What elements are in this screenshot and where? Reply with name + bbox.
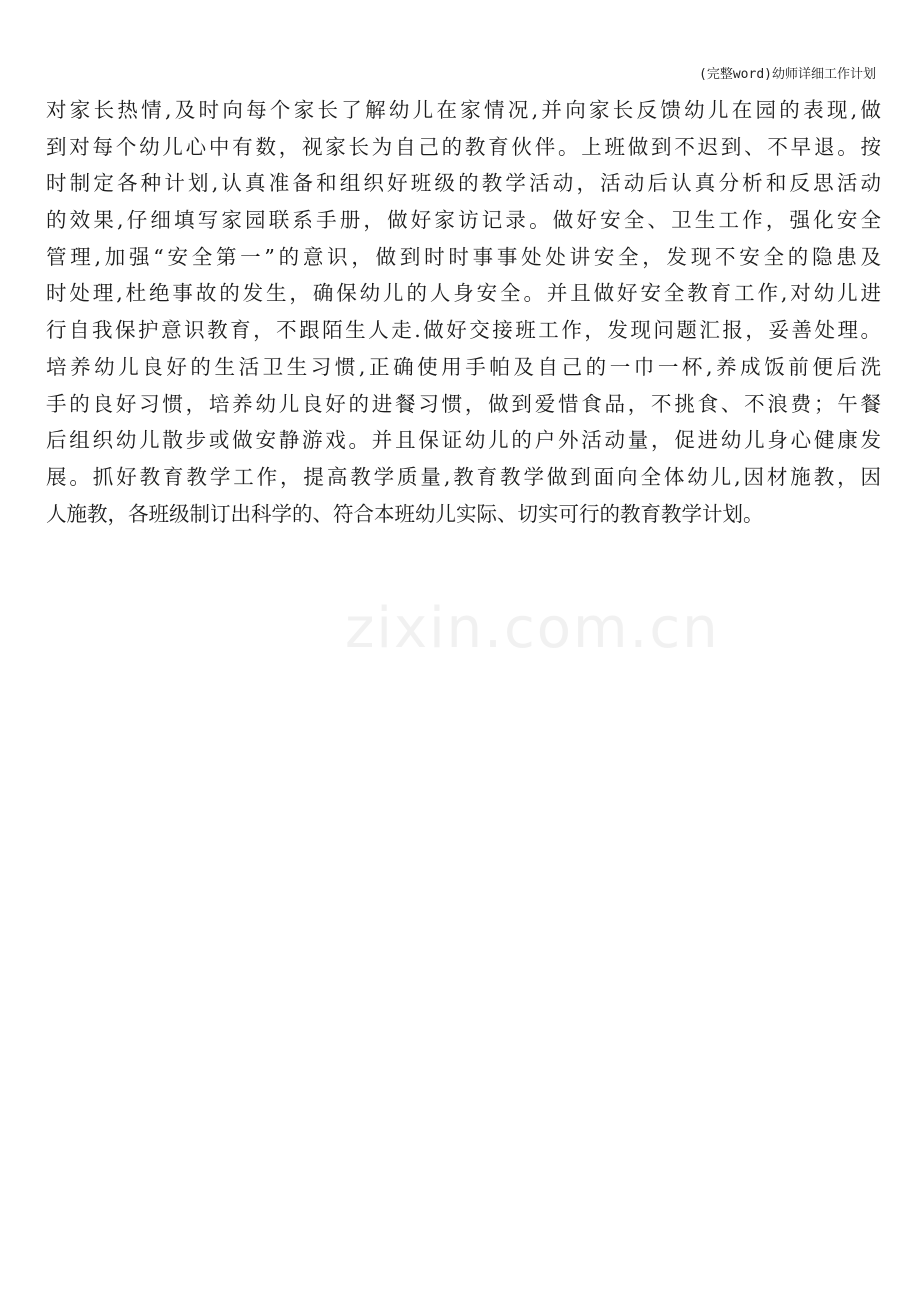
body-paragraph xyxy=(46,92,881,532)
paragraph-line: 人施教，各班级制订出科学的、符合本班幼儿实际、切实可行的教育教学计划。 xyxy=(46,501,764,526)
paragraph-line: 到对每个幼儿心中有数，视家长为自己的教育伙伴。上班做到不迟到、不早退。按 xyxy=(46,134,881,159)
paragraph-line: 对家长热情,及时向每个家长了解幼儿在家情况,并向家长反馈幼儿在园的表现,做 xyxy=(46,98,881,122)
paragraph-line: 时制定各种计划,认真准备和组织好班级的教学活动，活动后认真分析和反思活动 xyxy=(46,171,881,196)
paragraph-line: 行自我保护意识教育，不跟陌生人走.做好交接班工作，发现问题汇报，妥善处理。 xyxy=(46,318,881,343)
paragraph-line: 管理,加强“安全第一”的意识，做到时时事事处处讲安全，发现不安全的隐患及 xyxy=(46,244,881,269)
watermark: zixin.com.cn xyxy=(345,596,720,661)
paragraph-line: 展。抓好教育教学工作，提高教学质量,教育教学做到面向全体幼儿,因材施教，因 xyxy=(46,464,881,489)
paragraph-line: 的效果,仔细填写家园联系手册，做好家访记录。做好安全、卫生工作，强化安全 xyxy=(46,208,881,233)
paragraph-line: 手的良好习惯，培养幼儿良好的进餐习惯，做到爱惜食品，不挑食、不浪费；午餐 xyxy=(46,391,881,416)
paragraph-line: 后组织幼儿散步或做安静游戏。并且保证幼儿的户外活动量，促进幼儿身心健康发 xyxy=(46,428,881,453)
paragraph-line: 培养幼儿良好的生活卫生习惯,正确使用手帕及自己的一巾一杯,养成饭前便后洗 xyxy=(46,354,881,379)
paragraph-line: 时处理,杜绝事故的发生，确保幼儿的人身安全。并且做好安全教育工作,对幼儿进 xyxy=(46,281,881,306)
running-header: (完整word)幼师详细工作计划 xyxy=(699,67,876,82)
